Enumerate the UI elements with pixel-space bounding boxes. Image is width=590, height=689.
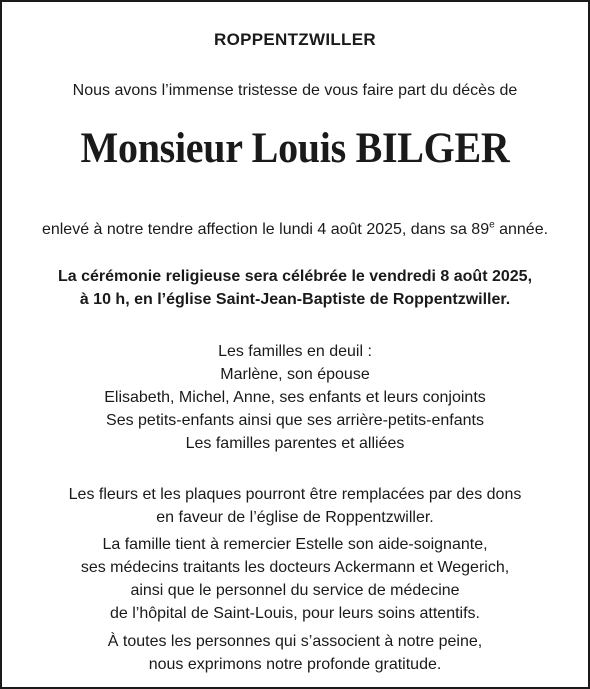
closing-line: nous exprimons notre profonde gratitude. (148, 656, 442, 673)
thanks-line: de l’hôpital de Saint-Louis, pour leurs soins attentifs. (110, 605, 480, 622)
mourning-families (2, 340, 588, 455)
ceremony-line: La cérémonie religieuse sera célébrée le vendredi 8 août 2025, (57, 268, 533, 285)
death-announcement-text: enlevé à notre tendre affection le lundi 4 août 2025, dans sa 89 (41, 221, 490, 238)
death-announcement (2, 221, 588, 239)
town-heading: ROPPENTZWILLER (214, 30, 376, 49)
families-line: Les familles parentes et alliées (185, 435, 405, 452)
intro-text: Nous avons l’immense tristesse de vous faire part du décès de (72, 82, 518, 99)
families-line: Les familles en deuil : (218, 343, 372, 360)
thanks-line: ainsi que le personnel du service de médecine (130, 582, 460, 599)
thanks-note (2, 533, 588, 625)
thanks-line: ses médecins traitants les docteurs Ackermann et Wegerich, (80, 559, 510, 576)
age-superscript: e (489, 219, 495, 231)
closing-line: À toutes les personnes qui s’associent à notre peine, (107, 633, 483, 650)
deceased-name: Monsieur Louis BILGER (80, 125, 510, 172)
thanks-line: La famille tient à remercier Estelle son aide-soignante, (102, 536, 488, 553)
ceremony-line: à 10 h, en l’église Saint-Jean-Baptiste de Roppentzwiller. (79, 291, 511, 308)
ceremony-details (2, 265, 588, 311)
flowers-line: en faveur de l’église de Roppentzwiller. (156, 509, 434, 526)
death-announcement-suffix: année. (494, 221, 549, 238)
flowers-line: Les fleurs et les plaques pourront être remplacées par des dons (68, 486, 522, 503)
families-line: Marlène, son épouse (220, 366, 370, 383)
flowers-note (2, 483, 588, 529)
families-line: Elisabeth, Michel, Anne, ses enfants et leurs conjoints (104, 389, 486, 406)
families-line: Ses petits-enfants ainsi que ses arrière-petits-enfants (106, 412, 484, 429)
closing-gratitude (2, 630, 588, 676)
